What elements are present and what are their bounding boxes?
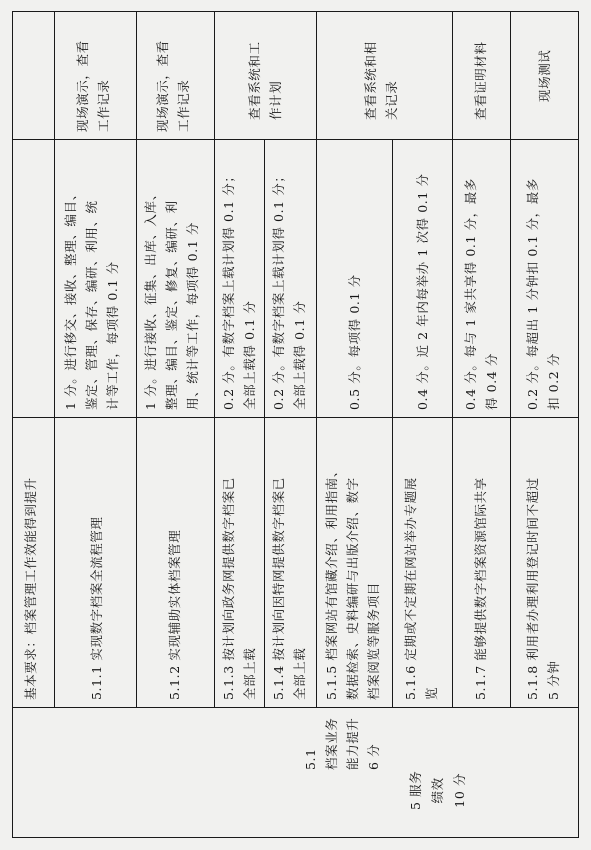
item-5-1-4: 5.1.4 按计划向因特网提供数字档案已 全部上载 [271,477,307,700]
row-divider-1 [136,12,137,708]
row-divider-4 [316,12,317,708]
scoring-5-1-6: 0.4 分。近 2 年内每举办 1 次得 0.1 分 [415,173,430,410]
scoring-5-1-7: 0.4 分。每与 1 家共享得 0.1 分，最多 得 0.4 分 [463,178,499,410]
row-divider-basic-requirement [54,12,55,708]
basic-requirement: 基本要求：档案管理工作效能得到提升 [23,477,38,700]
item-5-1-7: 5.1.7 能够提供数字档案资源馆际共享 [473,477,488,700]
item-5-1-1: 5.1.1 实现数字档案全流程管理 [89,516,104,700]
item-5-1-6: 5.1.6 定期或不定期在网站举办专题展 览 [403,477,439,700]
method-5-1-8: 现场测试 [537,49,552,102]
item-5-1-2: 5.1.2 实现辅助实体档案管理 [167,529,182,700]
scoring-5-1-4: 0.2 分。有数字档案上载计划得 0.1 分； 全部上载得 0.1 分 [271,169,307,410]
category-label: 5 服务 绩效 10 分 [408,770,467,810]
scoring-5-1-3: 0.2 分。有数字档案上载计划得 0.1 分； 全部上载得 0.1 分 [221,169,257,410]
table-border-bottom [578,12,579,838]
method-5-1-5-5-1-6: 查看系统和相 关记录 [363,41,399,120]
item-5-1-3: 5.1.3 按计划向政务网提供数字档案已 全部上载 [221,477,257,700]
scoring-5-1-5: 0.5 分。每项得 0.1 分 [347,274,362,410]
method-5-1-3-5-1-4: 查看系统和工 作计划 [247,41,283,120]
row-divider-6 [452,12,453,708]
item-5-1-8: 5.1.8 利用者办理利用登记时间不超过 5 分钟 [525,477,561,700]
row-divider-2 [214,12,215,708]
method-5-1-1: 现场演示，查看 工作记录 [75,40,111,132]
col-divider-item [12,417,579,418]
row-divider-5 [392,140,393,708]
col-divider-category [12,707,579,708]
table-border-left [12,837,579,838]
subcategory-label: 5.1 档案业务 能力提升 6 分 [303,717,381,770]
table-border-top [12,12,13,838]
col-divider-scoring [12,139,579,140]
scoring-5-1-8: 0.2 分。每超出 1 分钟扣 0.1 分，最多 扣 0.2 分 [525,178,561,410]
table-border-right [12,11,579,12]
item-5-1-5: 5.1.5 档案网站有馆藏介绍、利用指南、 数据检索、史料编研与出版介绍、数字 档案阅览等服务项目 [324,464,381,700]
method-5-1-2: 现场演示，查看 工作记录 [155,40,191,132]
scoring-5-1-1: 1 分。进行移交、接收、整理、编目、 鉴定、管理、保存、编研、利用、统 计等工作，每项得 0.1 分 [63,187,120,410]
row-divider-3 [264,140,265,708]
method-5-1-7: 查看证明材料 [473,41,488,120]
row-divider-7 [510,12,511,708]
scoring-5-1-2: 1 分。进行接收、征集、出库、入库、 整理、编目、鉴定、修复、编研、利 用、统计等工作，每项得 0.1 分 [143,187,200,410]
